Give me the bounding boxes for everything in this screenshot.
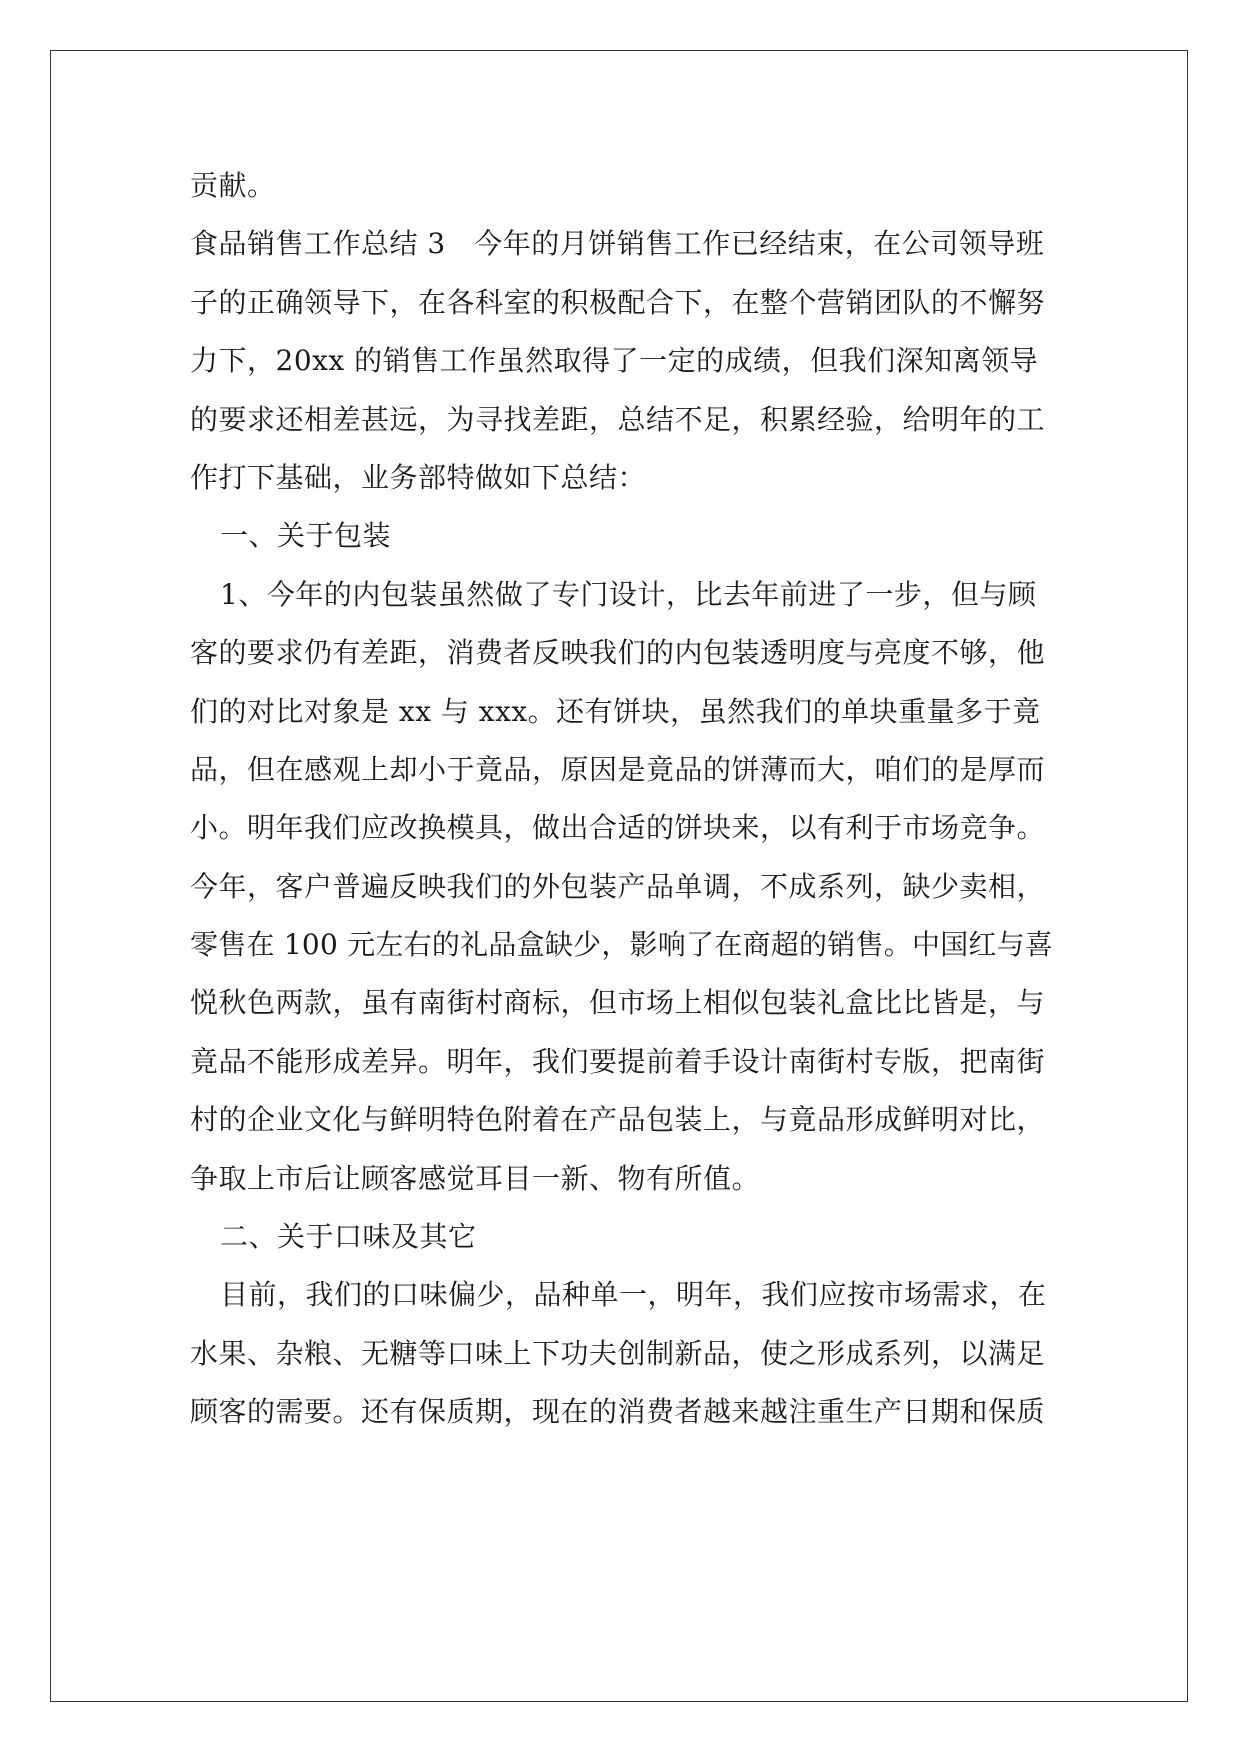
text-line: 力下，20xx 的销售工作虽然取得了一定的成绩，但我们深知离领导: [190, 344, 1039, 378]
text-line: 贡献。: [190, 169, 276, 202]
text-line: 小。明年我们应改换模具，做出合适的饼块来，以有利于市场竞争。: [190, 811, 1046, 845]
text-line: 争取上市后让顾客感觉耳目一新、物有所值。: [190, 1161, 761, 1195]
text-line: 悦秋色两款，虽有南街村商标，但市场上相似包装礼盒比比皆是，与: [190, 986, 1046, 1020]
text-line: 的要求还相差甚远，为寻找差距，总结不足，积累经验，给明年的工: [190, 402, 1046, 436]
text-line: 竟品不能形成差异。明年，我们要提前着手设计南街村专版，把南街: [190, 1044, 1046, 1078]
text-line: 1、今年的内包装虽然做了专门设计，比去年前进了一步，但与顾: [220, 577, 1037, 611]
text-line: 目前，我们的口味偏少，品种单一，明年，我们应按市场需求，在: [220, 1278, 1047, 1312]
text-line: 二、关于口味及其它: [220, 1220, 477, 1254]
text-line: 品，但在感观上却小于竟品，原因是竟品的饼薄而大，咱们的是厚而: [190, 752, 1046, 786]
text-line: 村的企业文化与鲜明特色附着在产品包装上，与竟品形成鲜明对比，: [190, 1103, 1046, 1137]
text-line: 子的正确领导下，在各科室的积极配合下，在整个营销团队的不懈努: [190, 285, 1046, 319]
document-body: [190, 157, 1060, 1442]
text-line: 零售在 100 元左右的礼品盒缺少，影响了在商超的销售。中国红与喜: [190, 928, 1054, 962]
text-line: 作打下基础，业务部特做如下总结：: [190, 460, 647, 494]
text-line: 食品销售工作总结 3 今年的月饼销售工作已经结束，在公司领导班: [190, 227, 1045, 261]
text-line: 客的要求仍有差距，消费者反映我们的内包装透明度与亮度不够，他: [190, 636, 1046, 670]
text-line: 水果、杂粮、无糖等口味上下功夫创制新品，使之形成系列，以满足: [190, 1336, 1046, 1370]
text-line: 顾客的需要。还有保质期，现在的消费者越来越注重生产日期和保质: [190, 1395, 1046, 1429]
text-line: 们的对比对象是 xx 与 xxx。还有饼块，虽然我们的单块重量多于竟: [190, 694, 1041, 728]
text-line: 一、关于包装: [220, 519, 392, 553]
text-line: 今年，客户普遍反映我们的外包装产品单调，不成系列，缺少卖相，: [190, 869, 1046, 903]
